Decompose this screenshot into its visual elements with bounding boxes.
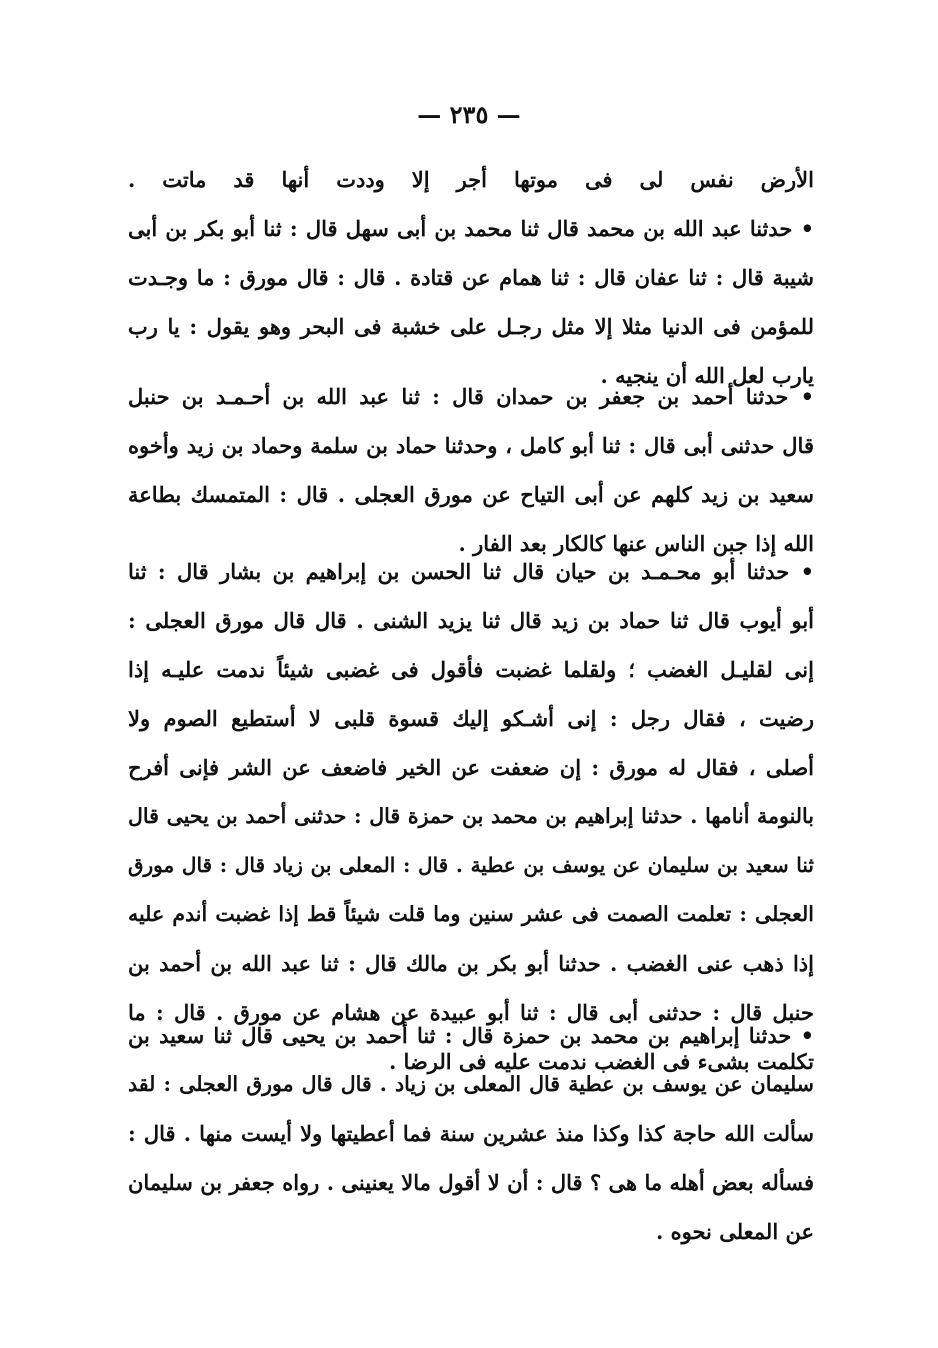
text-line: سألت الله حاجة كذا وكذا منذ عشرين سنة فما أعطيتها ولا أيست منها . قال :: [128, 1121, 814, 1146]
text-line: عن المعلى نحوه .: [656, 1219, 814, 1244]
text-line: شيبة قال : ثنا عفان قال : ثنا همام عن قتادة . قال : قال مورق : ما وجـدت: [128, 265, 814, 290]
text-line: • حدثنا إبراهيم بن محمد بن حمزة قال : ثنا أحمد بن يحيى قال ثنا سعيد بن: [128, 1023, 814, 1048]
text-line: الله إذا جبن الناس عنها كالكار بعد الفار .: [458, 531, 814, 556]
text-line: • حدثنا أبو محـمـد بن حيان قال ثنا الحسن بن إبراهيم بن بشار قال : ثنا: [128, 559, 814, 584]
text-line: تكلمت بشىء فى الغضب ندمت عليه فى الرضا .: [388, 1049, 814, 1074]
text-line: أبو أيوب قال ثنا حماد بن زيد قال ثنا يزيد الشنى . قال قال مورق العجلى :: [128, 608, 814, 633]
text-line: سعيد بن زيد كلهم عن أبى التياح عن مورق العجلى . قال : المتمسك بطاعة: [128, 482, 814, 507]
text-line: الأرض نفس لى فى موتها أجر إلا وددت أنها قد ماتت .: [128, 167, 814, 192]
text-line: أصلى ، فقال له مورق : إن ضعفت عن الخير فاضعف عن الشر فإنى أفرح: [128, 755, 814, 780]
text-line: قال حدثنى أبى قال : ثنا أبو كامل ، وحدثنا حماد بن سلمة وحماد بن زيد وأخوه: [128, 433, 814, 458]
paragraph-3: [128, 547, 814, 1086]
page-number: — ٢٣٥ —: [417, 100, 521, 129]
text-line: بالنومة أنامها . حدثنا إبراهيم بن محمد بن حمزة قال : حدثنى أحمد بن يحيى قال: [128, 804, 814, 828]
text-line: إنى لقليـل الغضب ؛ ولقلما غضبت فأقول فى غضبى شيئاً ندمت عليـه إذا: [128, 657, 814, 682]
text-line: العجلى : تعلمت الصمت فى عشر سنين وما قلت شيئاً قط إذا غضبت أندم عليه: [128, 902, 814, 926]
text-line: رضيت ، فقال رجل : إنى أشـكو إليك قسوة قلبى لا أستطيع الصوم ولا: [128, 706, 814, 731]
text-line: • حدثنا أحمد بن جعفر بن حمدان قال : ثنا عبد الله بن أحـمـد بن حنبل: [128, 384, 814, 409]
paragraph-4: [128, 1011, 814, 1256]
text-line: • حدثنا عبد الله بن محمد قال ثنا محمد بن أبى سهل قال : ثنا أبو بكر بن أبى: [128, 216, 814, 241]
text-line: إذا ذهب عنى الغضب . حدثنا أبو بكر بن مالك قال : ثنا عبد الله بن أحمد بن: [128, 951, 814, 976]
paragraph-2: [128, 372, 814, 568]
text-line: ثنا سعيد بن سليمان عن يوسف بن عطية . قال : المعلى بن زياد قال : قال مورق: [128, 853, 814, 877]
text-line: سليمان عن يوسف بن عطية قال المعلى بن زياد . قال قال مورق العجلى : لقد: [128, 1072, 814, 1096]
text-line: للمؤمن فى الدنيا مثلا إلا مثل رجـل على خشبة فى البحر وهو يقول : يا رب: [128, 314, 814, 339]
text-line: يارب لعل الله أن ينجيه .: [600, 363, 814, 388]
paragraph-1: [128, 155, 814, 400]
text-line: حنبل قال : حدثنى أبى قال : ثنا أبو عبيدة عن هشام عن مورق . قال : ما: [128, 1000, 814, 1025]
text-line: فسأله بعض أهله ما هى ؟ قال : أن لا أقول مالا يعنينى . رواه جعفر بن سليمان: [128, 1170, 814, 1195]
